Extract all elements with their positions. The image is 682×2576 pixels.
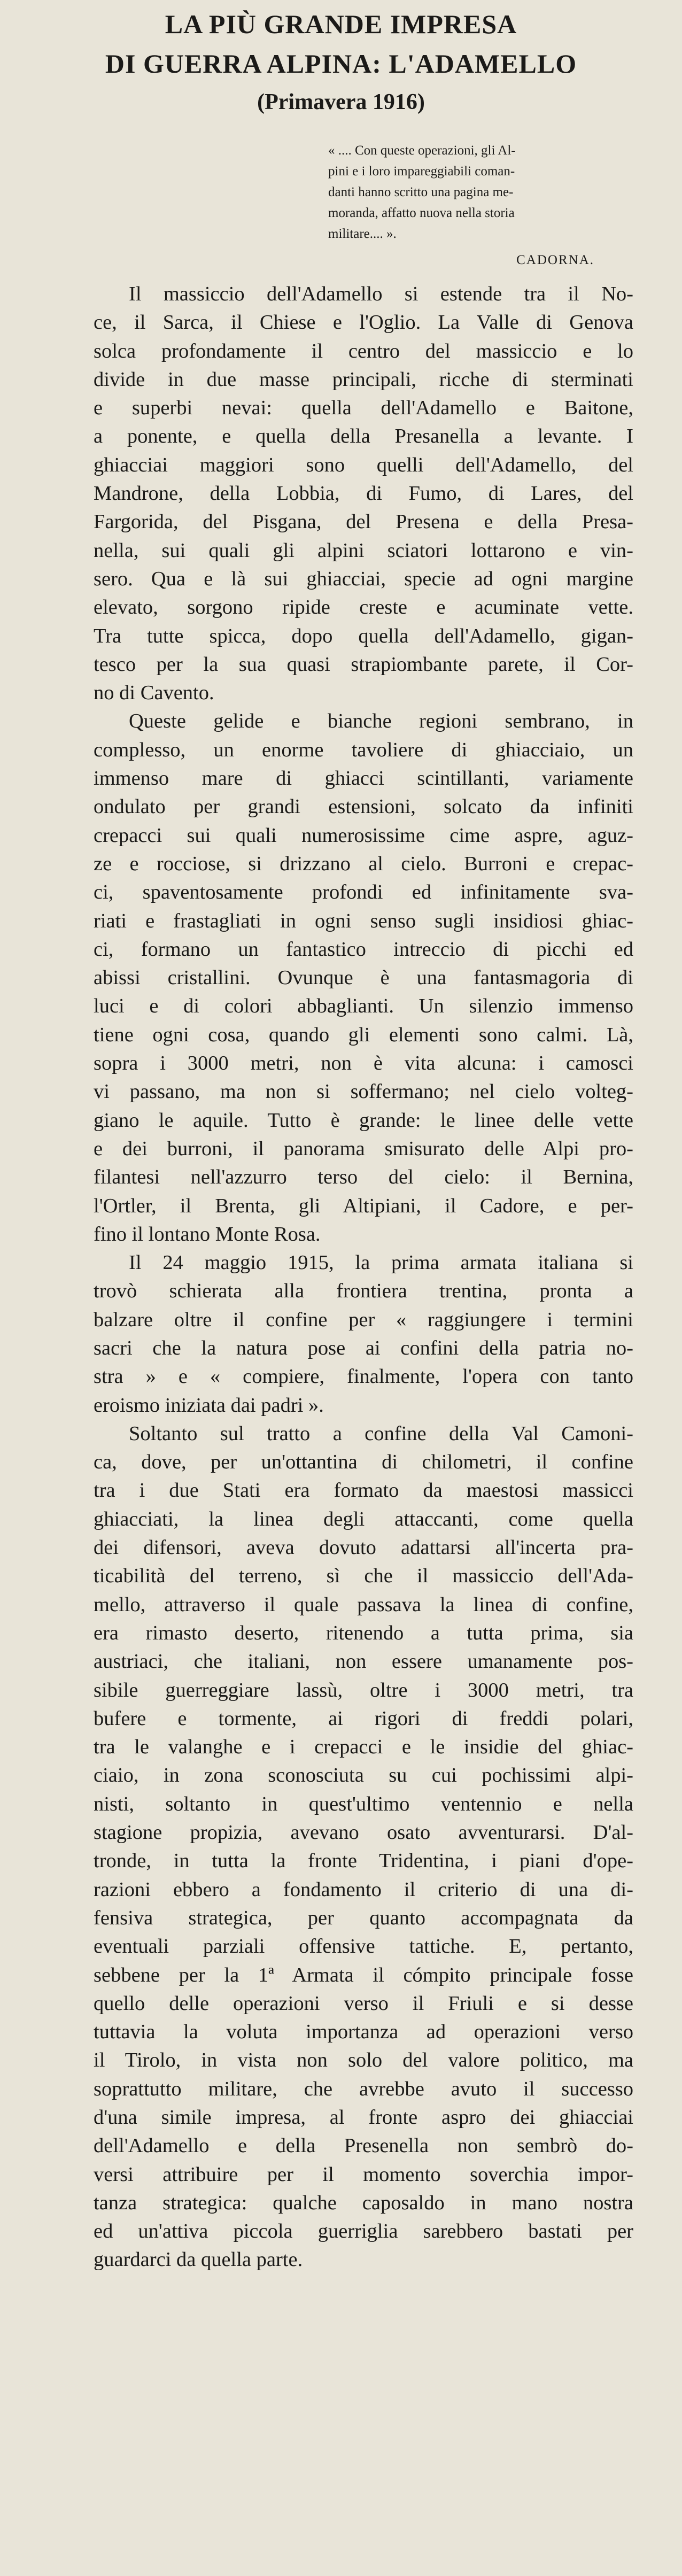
paragraph [94,1249,633,1420]
text-line: mello, attraverso il quale passava la linea di confine, [94,1593,633,1616]
text-line: ondulato per grandi estensioni, solcato da infiniti [94,795,633,818]
text-line: vi passano, ma non si soffermano; nel cielo volteg- [94,1080,633,1103]
text-line: l'Ortler, il Brenta, gli Altipiani, il Cadore, e per- [94,1194,633,1217]
text-line: stagione propizia, avevano osato avventurarsi. D'al- [94,1821,633,1844]
text-line: crepacci sui quali numerosissime cime aspre, aguz- [94,824,633,847]
text-line: Fargorida, del Pisgana, del Presena e della Presa- [94,510,633,533]
text-line: d'una simile impresa, al fronte aspro dei ghiacciai [94,2106,633,2129]
epigraph-line: militare.... ». [328,227,397,241]
paragraph [94,1420,633,2275]
page-subtitle: DI GUERRA ALPINA: L'ADAMELLO [105,49,577,79]
epigraph-line: pini e i loro impareggiabili coman- [328,164,515,179]
text-line: balzare oltre il confine per « raggiungere i termini [94,1308,633,1331]
text-line: divide in due masse principali, ricche di sterminati [94,368,633,391]
text-line: immenso mare di ghiacci scintillanti, variamente [94,767,633,790]
text-line: nisti, soltanto in quest'ultimo ventennio e nella [94,1792,633,1815]
text-line: ghiacciai maggiori sono quelli dell'Adamello, del [94,453,633,476]
text-line: giano le aquile. Tutto è grande: le linee delle vette [94,1109,633,1132]
text-line: quello delle operazioni verso il Friuli e si desse [94,1992,633,2015]
text-line: tra le valanghe e i crepacci e le insidie del ghiac- [94,1736,633,1759]
text-line: eroismo iniziata dai padri ». [94,1394,324,1417]
text-line: ci, formano un fantastico intreccio di picchi ed [94,938,633,961]
text-line: ed un'attiva piccola guerriglia sarebbero bastati per [94,2220,633,2243]
text-line: ca, dove, per un'ottantina di chilometri, il confine [94,1451,633,1474]
text-line: ticabilità del terreno, sì che il massiccio dell'Ada- [94,1565,633,1588]
text-line: tesco per la sua quasi strapiombante parete, il Cor- [94,653,633,676]
paragraph [94,707,633,1249]
text-line: a ponente, e quella della Presanella a levante. I [94,425,633,448]
text-line: Il 24 maggio 1915, la prima armata italiana si [129,1251,633,1274]
text-line: era rimasto deserto, ritenendo a tutta prima, sia [94,1621,633,1644]
text-line: tuttavia la voluta importanza ad operazioni verso [94,2021,633,2044]
text-line: trovò schierata alla frontiera trentina, pronta a [94,1280,633,1303]
epigraph-author: CADORNA. [516,253,594,267]
text-line: tiene ogni cosa, quando gli elementi sono calmi. Là, [94,1023,633,1046]
text-line: Tra tutte spicca, dopo quella dell'Adamello, gigan- [94,624,633,647]
text-line: ghiacciati, la linea degli attaccanti, come quella [94,1507,633,1530]
text-line: filantesi nell'azzurro terso del cielo: il Bernina, [94,1166,633,1189]
text-line: tanza strategica: qualche caposaldo in mano nostra [94,2191,633,2214]
text-line: sibile guerreggiare lassù, oltre i 3000 metri, tra [94,1678,633,1701]
article-body [94,280,633,2275]
text-line: sebbene per la 1ª Armata il cómpito principale fosse [94,1963,633,1986]
text-line: ce, il Sarca, il Chiese e l'Oglio. La Valle di Genova [94,311,633,334]
text-line: complesso, un enorme tavoliere di ghiacciaio, un [94,738,633,761]
text-line: eventuali parziali offensive tattiche. E, pertanto, [94,1935,633,1958]
text-line: ciaio, in zona sconosciuta su cui pochissimi alpi- [94,1764,633,1787]
text-line: sopra i 3000 metri, non è vita alcuna: i camosci [94,1052,633,1075]
text-line: sacri che la natura pose ai confini della patria no- [94,1336,633,1359]
text-line: e dei burroni, il panorama smisurato delle Alpi pro- [94,1137,633,1160]
text-line: tronde, in tutta la fronte Tridentina, i piani d'ope- [94,1850,633,1873]
text-line: razioni ebbero a fondamento il criterio di una di- [94,1878,633,1901]
title-date: (Primavera 1916) [257,90,425,114]
text-line: fensiva strategica, per quanto accompagnata da [94,1906,633,1929]
text-line: e superbi nevai: quella dell'Adamello e Baitone, [94,397,633,420]
text-line: fino il lontano Monte Rosa. [94,1223,321,1246]
epigraph-line: danti hanno scritto una pagina me- [328,185,514,199]
text-line: riati e frastagliati in ogni senso sugli insidiosi ghiac- [94,909,633,932]
text-line: soprattutto militare, che avrebbe avuto il successo [94,2077,633,2100]
text-line: abissi cristallini. Ovunque è una fantasmagoria di [94,966,633,989]
epigraph-line: « .... Con queste operazioni, gli Al- [328,143,516,158]
text-line: stra » e « compiere, finalmente, l'opera con tanto [94,1365,633,1388]
text-line: dell'Adamello e della Presenella non sembrò do- [94,2134,633,2157]
text-line: no di Cavento. [94,682,214,705]
text-line: versi attribuire per il momento soverchia impor- [94,2163,633,2186]
page-title: LA PIÙ GRANDE IMPRESA [165,9,517,39]
text-line: solca profondamente il centro del massiccio e lo [94,339,633,362]
text-line: tra i due Stati era formato da maestosi massicci [94,1479,633,1502]
epigraph-line: moranda, affatto nuova nella storia [328,206,515,220]
text-line: Mandrone, della Lobbia, di Fumo, di Lares, del [94,482,633,505]
text-line: dei difensori, aveva dovuto adattarsi all'incerta pra- [94,1536,633,1559]
text-line: il Tirolo, in vista non solo del valore politico, ma [94,2049,633,2072]
text-line: austriaci, che italiani, non essere umanamente pos- [94,1650,633,1673]
paragraph [94,280,633,707]
text-line: Soltanto sul tratto a confine della Val Camoni- [129,1422,633,1445]
text-line: bufere e tormente, ai rigori di freddi polari, [94,1707,633,1730]
text-line: guardarci da quella parte. [94,2248,303,2271]
text-line: elevato, sorgono ripide creste e acuminate vette. [94,596,633,619]
text-line: Il massiccio dell'Adamello si estende tra il No- [129,283,633,305]
text-line: sero. Qua e là sui ghiacciai, specie ad ogni margine [94,567,633,590]
epigraph [328,140,605,270]
title-block [0,4,682,121]
text-line: ze e rocciose, si drizzano al cielo. Burroni e crepac- [94,852,633,875]
text-line: Queste gelide e bianche regioni sembrano, in [129,710,633,733]
text-line: ci, spaventosamente profondi ed infinitamente sva- [94,881,633,904]
text-line: nella, sui quali gli alpini sciatori lottarono e vin- [94,539,633,562]
text-line: luci e di colori abbaglianti. Un silenzio immenso [94,995,633,1018]
